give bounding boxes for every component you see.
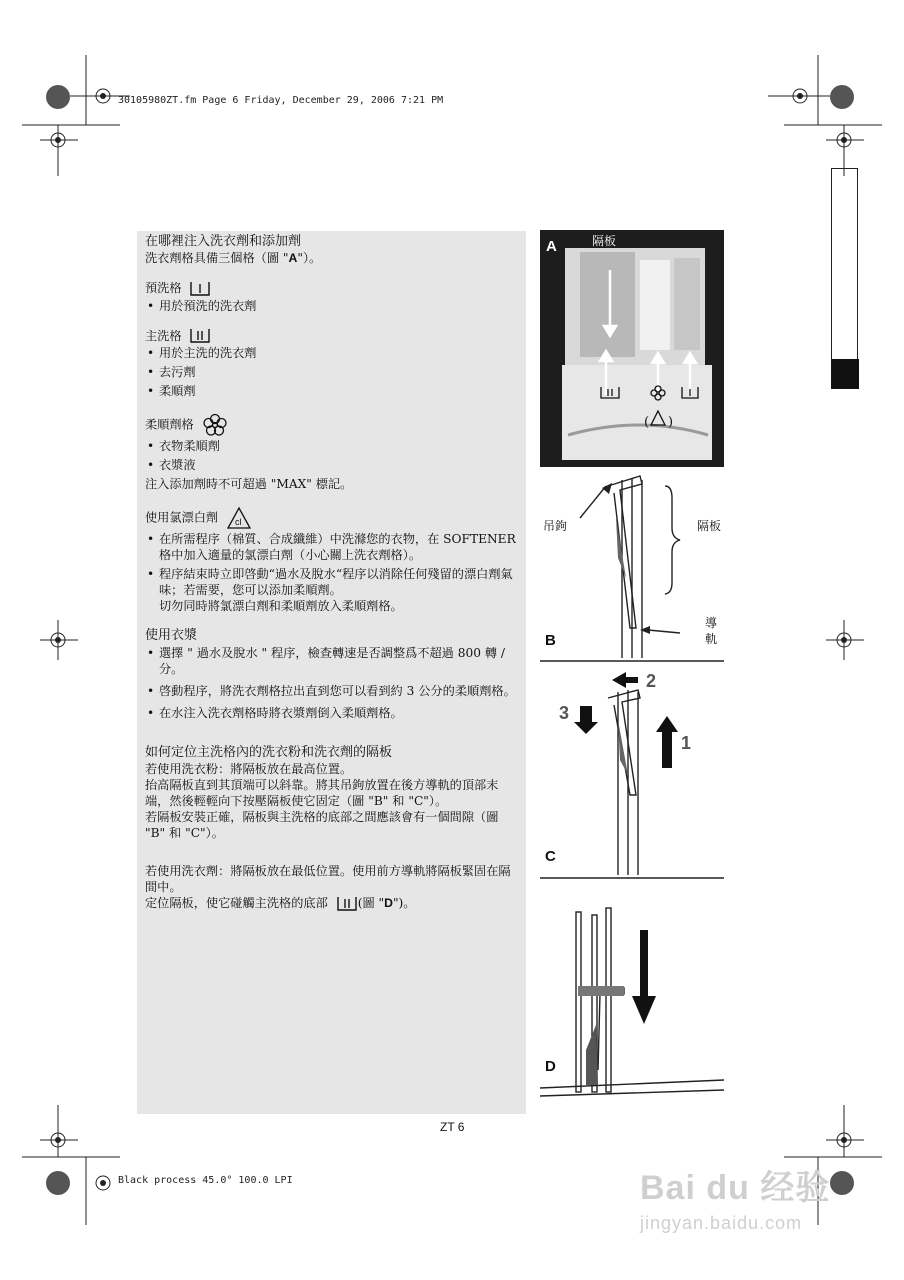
list-item: • 用於主洗的洗衣劑 — [145, 345, 521, 361]
mainwash-list — [145, 345, 521, 399]
watermark-url: jingyan.baidu.com — [640, 1213, 803, 1233]
softener-heading: 柔順劑格 — [145, 413, 521, 437]
mainwash-compartment-icon — [189, 328, 211, 344]
powder-instruction: 若使用洗衣粉：將隔板放在最高位置。 — [145, 762, 353, 776]
section-title: 在哪裡注入洗衣劑和添加劑 — [145, 234, 302, 249]
svg-text:(: ( — [644, 415, 650, 430]
starch-list — [145, 645, 521, 721]
step-1-label: 1 — [681, 733, 692, 753]
step-3-label: 3 — [559, 703, 570, 723]
svg-text:cl: cl — [235, 517, 242, 527]
liquid-instruction: 若使用洗衣劑：將隔板放在最低位置。使用前方導軌將隔板緊固在隔間中。 — [145, 864, 511, 894]
figure-b-drawing — [540, 468, 726, 668]
list-item: • 用於預洗的洗衣劑 — [145, 298, 521, 314]
figure-c-label: C — [545, 848, 556, 865]
side-tab-frame — [831, 168, 858, 359]
divider-step-2: 若隔板安裝正確，隔板與主洗格的底部之間應該會有一個間隙（圖 "B" 和 "C"）。 — [145, 810, 499, 840]
prewash-heading: 預洗格 — [145, 280, 521, 297]
list-item: • 在水注入洗衣劑格時將衣漿劑倒入柔順劑格。 — [145, 705, 521, 721]
figure-a-label: A — [546, 238, 557, 255]
list-item: • 選擇 " 過水及脫水 " 程序，檢查轉速是否調整爲不超過 800 轉 / 分。 — [145, 645, 521, 677]
starch-heading: 使用衣漿 — [145, 628, 198, 643]
hook-label: 吊鉤 — [543, 519, 568, 533]
side-tab-marker — [831, 359, 859, 389]
instructions-text — [145, 234, 521, 912]
softener-note: 注入添加劑時不可超過 "MAX" 標記。 — [145, 477, 353, 491]
process-info-footer: Black process 45.0° 100.0 LPI — [118, 1175, 293, 1186]
list-item: • 柔順劑 — [145, 383, 521, 399]
list-item: • 衣漿液 — [145, 457, 521, 473]
bleach-warning: 切勿同時將氯漂白劑和柔順劑放入柔順劑格。 — [159, 599, 403, 613]
figure-a-dispenser-photo — [540, 230, 724, 467]
figure-b-label: B — [545, 632, 556, 649]
intro-line: 洗衣劑格具備三個格（圖 "A"）。 — [145, 251, 322, 265]
baidu-watermark — [640, 1160, 830, 1234]
figure-d-label: D — [545, 1058, 556, 1075]
bleach-list — [145, 531, 521, 598]
prewash-compartment-icon — [189, 281, 211, 297]
dispenser-drawing — [540, 230, 724, 467]
step-2-label: 2 — [646, 671, 657, 691]
list-item: • 啓動程序，將洗衣劑格拉出直到您可以看到約 3 公分的柔順劑格。 — [145, 683, 521, 699]
divider-label: 隔板 — [697, 519, 722, 533]
prewash-list — [145, 298, 521, 314]
bleach-heading: 使用氯漂白劑 cl — [145, 506, 521, 530]
list-item: • 程序結束時立即啓動“過水及脫水“程序以消除任何殘留的漂白劑氣味；若需要，您可以添加柔順劑。 — [145, 566, 521, 598]
divider-heading: 如何定位主洗格內的洗衣粉和洗衣劑的隔板 — [145, 745, 393, 760]
watermark-brand: Bai du 经验 — [640, 1169, 831, 1207]
list-item: • 衣物柔順劑 — [145, 438, 521, 454]
mainwash-compartment-icon — [336, 896, 358, 912]
flower-softener-icon — [202, 413, 228, 437]
divider-caption: 隔板 — [592, 234, 617, 248]
mainwash-heading: 主洗格 — [145, 328, 521, 345]
divider-step-1: 抬高隔板直到其頂端可以斜靠。將其吊鉤放置在後方導軌的頂部末端，然後輕輕向下按壓隔板使它固定（圖 "B" 和 "C"）。 — [145, 778, 499, 808]
rail-label: 導 軌 — [705, 616, 718, 646]
figure-d-drawing — [540, 900, 726, 1100]
list-item: • 去污劑 — [145, 364, 521, 380]
chlorine-bleach-icon — [226, 506, 252, 530]
softener-list — [145, 438, 521, 473]
svg-text:): ) — [668, 415, 674, 430]
position-instruction: 定位隔板，使它碰觸主洗格的底部 (圖 "D")。 — [145, 896, 416, 910]
list-item: • 在所需程序（棉質、合成纖維）中洗滌您的衣物，在 SOFTENER 格中加入適量的氯漂白劑（小心關上洗衣劑格）。 — [145, 531, 521, 563]
page-number: ZT 6 — [440, 1120, 465, 1134]
file-info-header: 30105980ZT.fm Page 6 Friday, December 29, 2006 7:21 PM — [118, 95, 444, 106]
